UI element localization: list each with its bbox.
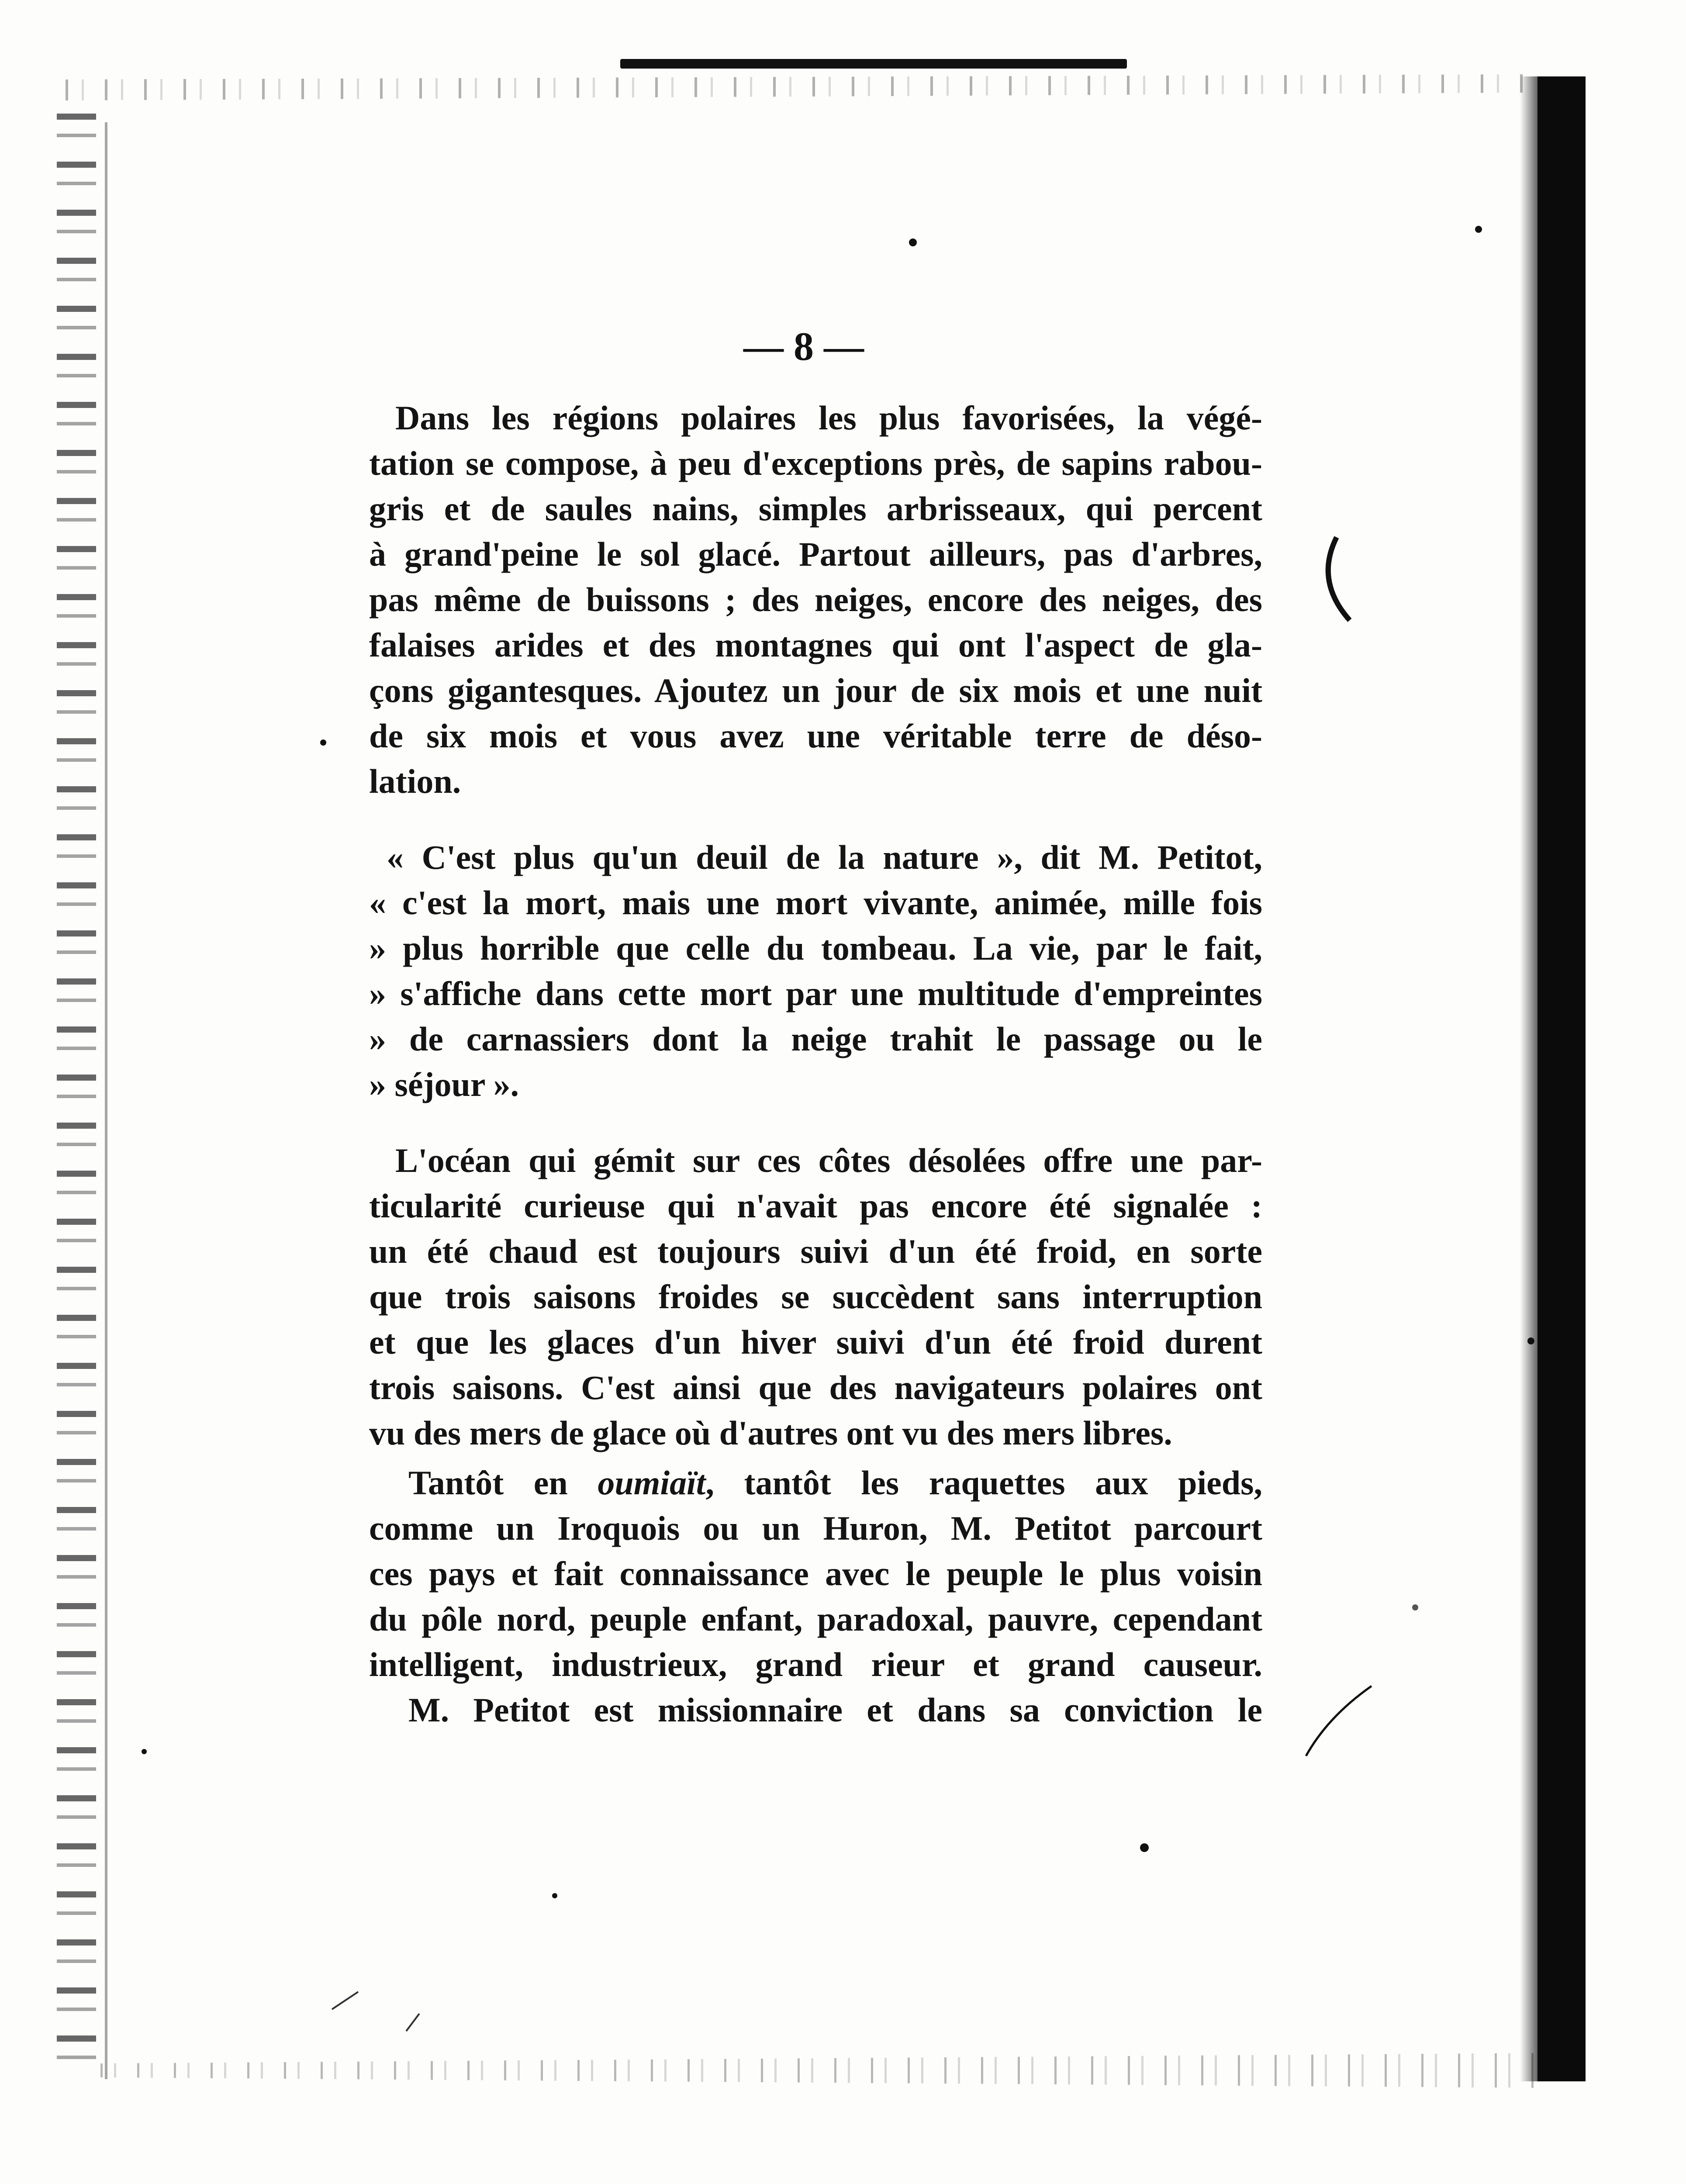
text-line: « c'est la mort, mais une mort vivante, animée, mille fois bbox=[369, 884, 1262, 922]
text-line: de six mois et vous avez une véritable terre de déso- bbox=[369, 717, 1262, 755]
text-line: pas même de buissons ; des neiges, encore des neiges, des bbox=[369, 581, 1262, 619]
dot-mark bbox=[1412, 1604, 1418, 1610]
text-line: lation. bbox=[369, 762, 461, 800]
text-line: un été chaud est toujours suivi d'un été froid, en sorte bbox=[369, 1232, 1262, 1270]
italic-term: oumiaït bbox=[598, 1464, 706, 1502]
text-segment: Tantôt en bbox=[408, 1464, 598, 1502]
paragraph-2-quote bbox=[369, 835, 1262, 1107]
paragraph-3 bbox=[369, 1138, 1262, 1456]
paragraph-gap bbox=[369, 804, 1262, 835]
dot-mark bbox=[552, 1893, 557, 1898]
text-line: ticularité curieuse qui n'avait pas encore été signalée : bbox=[369, 1187, 1262, 1225]
text-line: » s'affiche dans cette mort par une multitude d'empreintes bbox=[369, 975, 1262, 1013]
dot-mark bbox=[320, 740, 326, 746]
text-line: » plus horrible que celle du tombeau. La vie, par le fait, bbox=[369, 929, 1262, 967]
dot-mark bbox=[142, 1749, 147, 1754]
paragraph-4 bbox=[369, 1460, 1262, 1687]
paragraph-1 bbox=[369, 395, 1262, 804]
paragraph-gap bbox=[369, 1107, 1262, 1138]
stray-stroke bbox=[332, 1992, 358, 2009]
text-line: » séjour ». bbox=[369, 1065, 519, 1103]
text-line: gris et de saules nains, simples arbrisseaux, qui percent bbox=[369, 490, 1262, 528]
text-line: comme un Iroquois ou un Huron, M. Petitot parcourt bbox=[369, 1509, 1262, 1547]
text-line: tation se compose, à peu d'exceptions près, de sapins rabou- bbox=[369, 444, 1262, 482]
text-line: et que les glaces d'un hiver suivi d'un été froid durent bbox=[369, 1323, 1262, 1361]
text-segment: , tantôt les raquettes aux pieds, bbox=[705, 1464, 1262, 1502]
paragraph-5 bbox=[369, 1687, 1262, 1733]
text-line: » de carnassiers dont la neige trahit le passage ou le bbox=[369, 1020, 1262, 1058]
text-line: du pôle nord, peuple enfant, paradoxal, pauvre, cependant bbox=[369, 1600, 1262, 1638]
dot-mark bbox=[1140, 1843, 1149, 1852]
text-line: ces pays et fait connaissance avec le peuple le plus voisin bbox=[369, 1555, 1262, 1593]
text-line: intelligent, industrieux, grand rieur et grand causeur. bbox=[369, 1645, 1262, 1683]
text-line: à grand'peine le sol glacé. Partout ailleurs, pas d'arbres, bbox=[369, 535, 1262, 573]
diagonal-stroke bbox=[1306, 1686, 1372, 1756]
text-line: falaises arides et des montagnes qui ont l'aspect de gla- bbox=[369, 626, 1262, 664]
stray-stroke bbox=[406, 2014, 419, 2031]
text-line: Dans les régions polaires les plus favorisées, la végé- bbox=[395, 399, 1262, 437]
dot-mark bbox=[909, 238, 917, 246]
text-line: « C'est plus qu'un deuil de la nature », dit M. Petitot, bbox=[387, 838, 1262, 876]
bracket-mark bbox=[1328, 537, 1350, 620]
text-line: trois saisons. C'est ainsi que des navigateurs polaires ont bbox=[369, 1368, 1262, 1406]
text-line: M. Petitot est missionnaire et dans sa conviction le bbox=[408, 1691, 1262, 1729]
text-line: que trois saisons froides se succèdent sans interruption bbox=[369, 1278, 1262, 1316]
dot-mark bbox=[1475, 226, 1482, 233]
paragraph-gap bbox=[369, 1456, 1262, 1460]
page-number: — 8 — bbox=[743, 324, 864, 369]
text-line: vu des mers de glace où d'autres ont vu des mers libres. bbox=[369, 1414, 1172, 1452]
text-line: L'océan qui gémit sur ces côtes désolées offre une par- bbox=[395, 1141, 1262, 1179]
text-line bbox=[369, 1460, 1262, 1506]
dot-mark bbox=[1527, 1337, 1534, 1344]
body-text bbox=[369, 395, 1262, 1733]
text-line: çons gigantesques. Ajoutez un jour de six mois et une nuit bbox=[369, 671, 1262, 709]
